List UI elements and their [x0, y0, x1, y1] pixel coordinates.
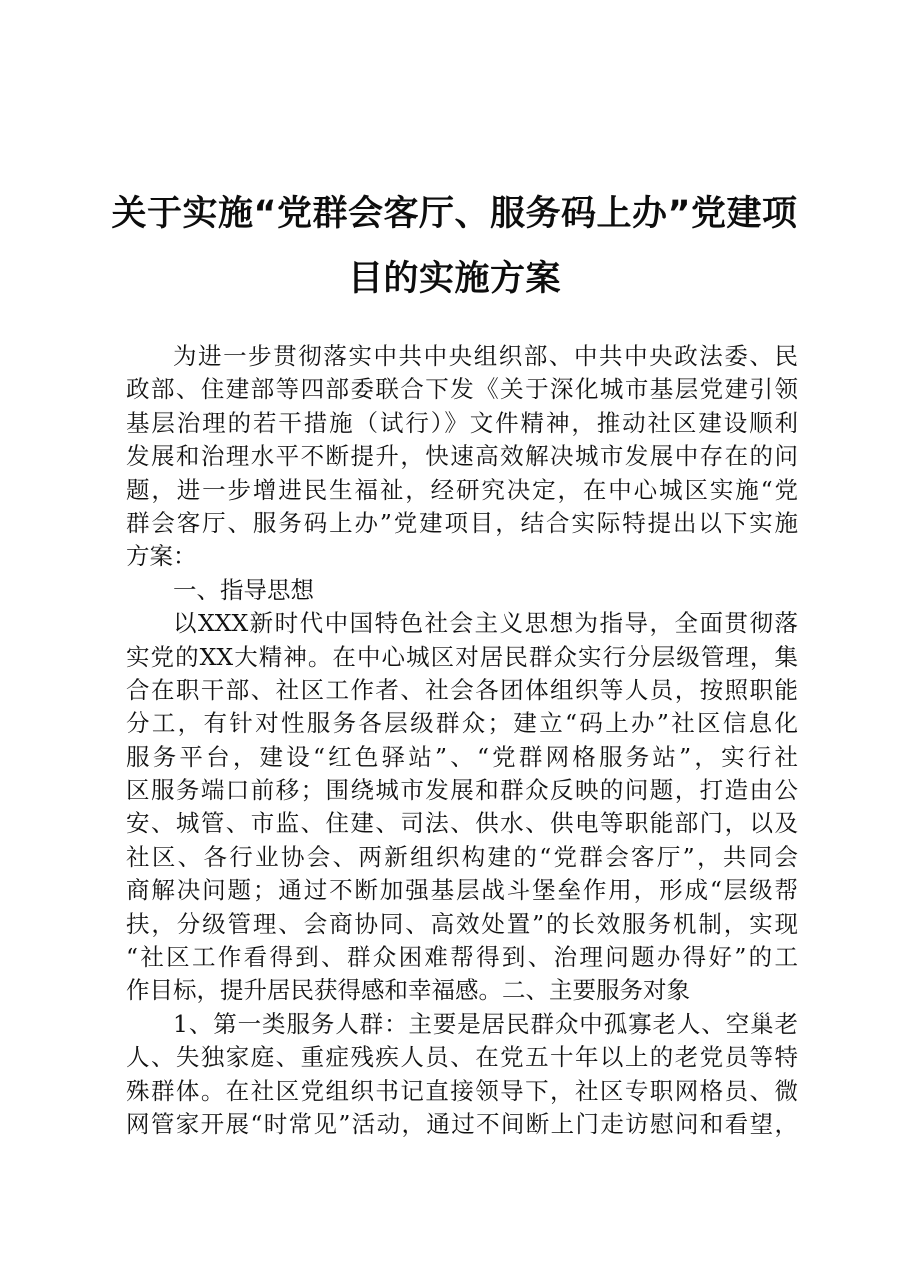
- body-line: 服务平台，建设“红色驿站”、“党群网格服务站”，实行社: [126, 742, 798, 771]
- body-line: 为进一步贯彻落实中共中央组织部、中共中央政法委、民: [173, 342, 798, 370]
- body-line: 方案：: [126, 542, 197, 571]
- body-line: 区服务端口前移；围绕城市发展和群众反映的问题，打造由公: [126, 776, 798, 805]
- body-line: 合在职干部、社区工作者、社会各团体组织等人员，按照职能: [126, 675, 798, 704]
- body-line: 发展和治理水平不断提升，快速高效解决城市发展中存在的问: [126, 442, 798, 471]
- section-heading: 一、指导思想: [173, 575, 314, 604]
- document-title-line-2: 目的实施方案: [347, 259, 561, 299]
- body-line: 分工，有针对性服务各层级群众；建立“码上办”社区信息化: [126, 709, 798, 738]
- body-line: 人、失独家庭、重症残疾人员、在党五十年以上的老党员等特: [126, 1043, 798, 1072]
- body-line: 网管家开展“时常见”活动，通过不间断上门走访慰问和看望，: [126, 1109, 798, 1138]
- body-line: 作目标，提升居民获得感和幸福感。二、主要服务对象: [126, 976, 690, 1005]
- body-line: “社区工作看得到、群众困难帮得到、治理问题办得好”的工: [126, 943, 798, 972]
- body-line: 商解决问题；通过不断加强基层战斗堡垒作用，形成“层级帮: [126, 876, 798, 905]
- body-line: 题，进一步增进民生福祉，经研究决定，在中心城区实施“党: [126, 475, 798, 504]
- body-line: 扶，分级管理、会商协同、高效处置”的长效服务机制，实现: [126, 909, 798, 938]
- body-line: 社区、各行业协会、两新组织构建的“党群会客厅”，共同会: [126, 842, 798, 871]
- body-line: 群会客厅、服务码上办”党建项目，结合实际特提出以下实施: [126, 508, 798, 537]
- document-title-line-1: 关于实施“党群会客厅、服务码上办”党建项: [111, 194, 798, 234]
- body-line: 实党的XX大精神。在中心城区对居民群众实行分层级管理，集: [126, 642, 798, 671]
- document-body: [126, 340, 798, 1141]
- body-line: 基层治理的若干措施（试行）》文件精神，推动社区建设顺利: [126, 408, 798, 437]
- body-line: 政部、住建部等四部委联合下发《关于深化城市基层党建引领: [126, 375, 798, 404]
- body-line: 殊群体。在社区党组织书记直接领导下，社区专职网格员、微: [126, 1076, 798, 1105]
- body-line: 1、第一类服务人群：主要是居民群众中孤寡老人、空巢老: [173, 1009, 798, 1038]
- body-line: 安、城管、市监、住建、司法、供水、供电等职能部门，以及: [126, 809, 798, 838]
- body-line: 以XXX新时代中国特色社会主义思想为指导，全面贯彻落: [173, 609, 798, 638]
